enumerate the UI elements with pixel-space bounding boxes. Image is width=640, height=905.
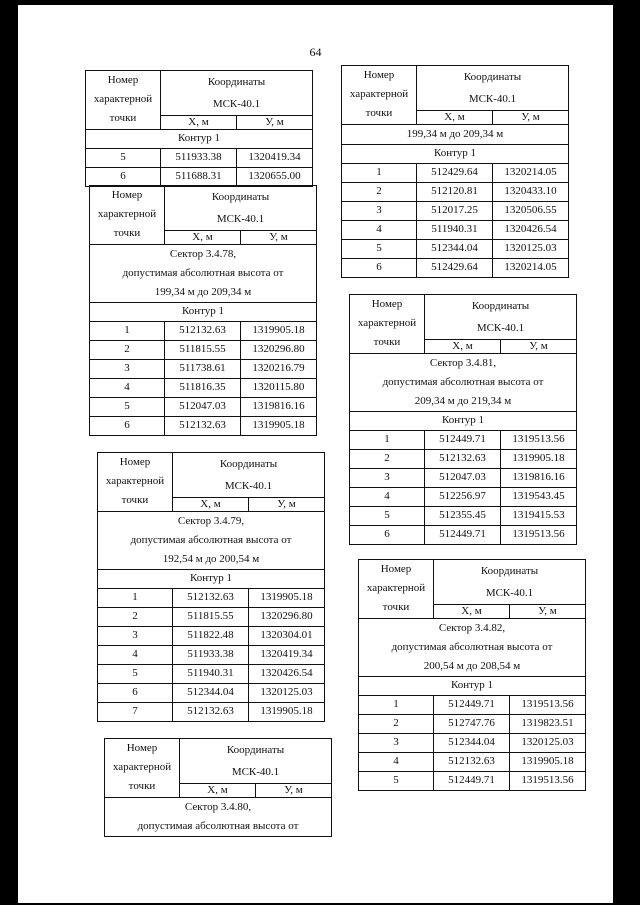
point-number: 2: [350, 449, 425, 468]
y-value: 1320296.80: [249, 607, 325, 626]
x-header: Х, м: [165, 231, 241, 245]
y-value: 1319905.18: [510, 752, 586, 771]
contour-label: Контур 1: [350, 411, 577, 430]
header-text: МСК-40.1: [212, 98, 261, 110]
y-value: 1319543.45: [501, 487, 577, 506]
x-header: Х, м: [425, 340, 501, 354]
sector-caption-line: Сектор 3.4.79,: [177, 514, 245, 527]
point-number: 2: [98, 607, 173, 626]
y-header: У, м: [256, 784, 332, 798]
coordinates-table-sector-3-4-80: [104, 738, 332, 837]
x-value: 511940.31: [417, 220, 493, 239]
sector-caption-line: Сектор 3.4.80,: [184, 800, 252, 813]
table-row: [359, 714, 586, 733]
header-text: Номер: [126, 742, 158, 755]
header-text: характерной: [349, 88, 409, 101]
sector-caption-line: допустимая абсолютная высота от: [382, 375, 544, 388]
x-value: 511688.31: [161, 167, 237, 186]
y-value: 1320426.54: [493, 220, 569, 239]
header-text: Номер: [119, 456, 151, 469]
header-text: Номер: [363, 69, 395, 82]
header-text: Координаты: [219, 458, 278, 470]
point-number: 6: [342, 258, 417, 277]
table-row: [90, 359, 317, 378]
y-header: У, м: [237, 116, 313, 130]
x-value: 512047.03: [165, 397, 241, 416]
x-header: Х, м: [161, 116, 237, 130]
header-text: точки: [373, 336, 401, 349]
y-value: 1320419.34: [249, 645, 325, 664]
header-text: Координаты: [226, 744, 285, 756]
point-number: 3: [342, 201, 417, 220]
table-row: [359, 752, 586, 771]
coordinates-header: [173, 453, 325, 498]
sector-caption: [359, 618, 586, 676]
point-number: 3: [359, 733, 434, 752]
table-row: [350, 487, 577, 506]
x-value: 511738.61: [165, 359, 241, 378]
x-value: 512449.71: [425, 430, 501, 449]
point-number: 1: [98, 588, 173, 607]
y-value: 1320433.10: [493, 182, 569, 201]
header-text: характерной: [112, 761, 172, 774]
table-row: [342, 182, 569, 201]
coordinates-table-sector-3-4-79: [97, 452, 325, 722]
table-row: [98, 702, 325, 721]
y-value: 1320214.05: [493, 163, 569, 182]
sector-caption: [105, 797, 332, 836]
point-number: 1: [359, 695, 434, 714]
y-value: 1319513.56: [501, 525, 577, 544]
y-value: 1320125.03: [249, 683, 325, 702]
header-text: МСК-40.1: [476, 322, 525, 334]
y-header: У, м: [501, 340, 577, 354]
point-number-header: [342, 66, 417, 125]
header-text: МСК-40.1: [485, 587, 534, 599]
header-text: точки: [113, 227, 141, 240]
point-number: 3: [98, 626, 173, 645]
contour-label: Контур 1: [90, 302, 317, 321]
table-row: [359, 695, 586, 714]
x-value: 511816.35: [165, 378, 241, 397]
coordinates-header: [180, 739, 332, 784]
header-text: МСК-40.1: [224, 480, 273, 492]
header-text: Номер: [380, 563, 412, 576]
x-header: Х, м: [417, 111, 493, 125]
y-value: 1319415.53: [501, 506, 577, 525]
sector-caption-line: 209,34 м до 219,34 м: [414, 394, 512, 407]
point-number: 6: [98, 683, 173, 702]
sector-caption: [98, 511, 325, 569]
header-text: МСК-40.1: [468, 93, 517, 105]
point-number: 6: [350, 525, 425, 544]
table-row: [359, 733, 586, 752]
table-row: [98, 645, 325, 664]
table-row: [86, 167, 313, 186]
point-number: 5: [342, 239, 417, 258]
y-value: 1319816.16: [501, 468, 577, 487]
point-number: 5: [359, 771, 434, 790]
coordinates-header: [434, 560, 586, 605]
point-number: 6: [90, 416, 165, 435]
sector-caption-line: Сектор 3.4.81,: [429, 356, 497, 369]
coordinates-table-sector-3-4-81: [349, 294, 577, 545]
y-value: 1320506.55: [493, 201, 569, 220]
y-value: 1320115.80: [241, 378, 317, 397]
table-row: [342, 220, 569, 239]
x-value: 512344.04: [434, 733, 510, 752]
header-text: Координаты: [480, 565, 539, 577]
table-row: [359, 771, 586, 790]
x-value: 512047.03: [425, 468, 501, 487]
point-number: 7: [98, 702, 173, 721]
sector-caption-line: допустимая абсолютная высота от: [130, 533, 292, 546]
coordinates-table-sector-3-4-78: [89, 185, 317, 436]
point-number: 4: [359, 752, 434, 771]
point-number: 2: [342, 182, 417, 201]
table-row: [350, 468, 577, 487]
x-value: 511815.55: [173, 607, 249, 626]
x-value: 512132.63: [425, 449, 501, 468]
y-value: 1319905.18: [501, 449, 577, 468]
point-number: 3: [350, 468, 425, 487]
table-row: [98, 626, 325, 645]
document-page: [18, 5, 613, 903]
sector-caption-line: допустимая абсолютная высота от: [137, 819, 299, 832]
header-text: Координаты: [207, 76, 266, 88]
y-value: 1319513.56: [510, 695, 586, 714]
y-value: 1319905.18: [249, 702, 325, 721]
header-text: Номер: [107, 74, 139, 87]
header-text: Номер: [371, 298, 403, 311]
x-value: 512449.71: [425, 525, 501, 544]
header-text: характерной: [97, 208, 157, 221]
contour-label: Контур 1: [98, 569, 325, 588]
table-row: [98, 588, 325, 607]
sector-caption-line: 199,34 м до 209,34 м: [406, 127, 504, 140]
point-number: 5: [90, 397, 165, 416]
sector-caption-line: допустимая абсолютная высота от: [122, 266, 284, 279]
y-value: 1320655.00: [237, 167, 313, 186]
y-value: 1320296.80: [241, 340, 317, 359]
x-value: 512256.97: [425, 487, 501, 506]
point-number-header: [359, 560, 434, 619]
x-value: 512132.63: [173, 588, 249, 607]
point-number: 4: [98, 645, 173, 664]
x-value: 512344.04: [173, 683, 249, 702]
sector-caption: [342, 124, 569, 144]
table-row: [90, 378, 317, 397]
y-header: У, м: [241, 231, 317, 245]
sector-caption: [90, 244, 317, 302]
sector-caption-line: 200,54 м до 208,54 м: [423, 659, 521, 672]
point-number: 4: [90, 378, 165, 397]
header-text: Координаты: [471, 300, 530, 312]
sector-caption-line: 199,34 м до 209,34 м: [154, 285, 252, 298]
point-number-header: [105, 739, 180, 798]
coordinates-header: [165, 186, 317, 231]
contour-label: Контур 1: [342, 144, 569, 163]
y-header: У, м: [249, 498, 325, 512]
x-value: 512449.71: [434, 695, 510, 714]
y-value: 1319513.56: [501, 430, 577, 449]
table-row: [342, 239, 569, 258]
point-number: 5: [86, 148, 161, 167]
x-value: 512429.64: [417, 258, 493, 277]
contour-label: Контур 1: [86, 129, 313, 148]
y-value: 1319905.18: [249, 588, 325, 607]
table-row: [342, 163, 569, 182]
contour-label: Контур 1: [359, 676, 586, 695]
x-value: 512449.71: [434, 771, 510, 790]
y-value: 1320125.03: [510, 733, 586, 752]
x-header: Х, м: [434, 605, 510, 619]
x-value: 511822.48: [173, 626, 249, 645]
point-number: 3: [90, 359, 165, 378]
x-header: Х, м: [173, 498, 249, 512]
header-text: характерной: [357, 317, 417, 330]
x-value: 511933.38: [161, 148, 237, 167]
y-value: 1320419.34: [237, 148, 313, 167]
point-number: 2: [359, 714, 434, 733]
coordinates-header: [161, 71, 313, 116]
y-value: 1319816.16: [241, 397, 317, 416]
x-value: 511815.55: [165, 340, 241, 359]
x-value: 512132.63: [165, 416, 241, 435]
point-number: 4: [350, 487, 425, 506]
x-value: 512132.63: [434, 752, 510, 771]
y-value: 1320216.79: [241, 359, 317, 378]
table-row: [350, 525, 577, 544]
coordinates-table-continued: [341, 65, 569, 278]
point-number: 2: [90, 340, 165, 359]
table-row: [90, 321, 317, 340]
point-number: 5: [350, 506, 425, 525]
header-text: Координаты: [463, 71, 522, 83]
point-number: 4: [342, 220, 417, 239]
coordinates-header: [417, 66, 569, 111]
y-value: 1319905.18: [241, 321, 317, 340]
y-value: 1320125.03: [493, 239, 569, 258]
x-value: 512132.63: [173, 702, 249, 721]
coordinates-header: [425, 295, 577, 340]
table-row: [98, 664, 325, 683]
table-row: [98, 683, 325, 702]
point-number: 1: [350, 430, 425, 449]
header-text: точки: [109, 112, 137, 125]
x-value: 512017.25: [417, 201, 493, 220]
header-text: точки: [365, 107, 393, 120]
header-text: характерной: [366, 582, 426, 595]
sector-caption: [350, 353, 577, 411]
table-row: [98, 607, 325, 626]
header-text: характерной: [105, 475, 165, 488]
x-value: 512747.76: [434, 714, 510, 733]
table-row: [342, 258, 569, 277]
point-number: 5: [98, 664, 173, 683]
y-value: 1320304.01: [249, 626, 325, 645]
y-value: 1320214.05: [493, 258, 569, 277]
point-number: 6: [86, 167, 161, 186]
y-value: 1319513.56: [510, 771, 586, 790]
header-text: точки: [121, 494, 149, 507]
header-text: Номер: [111, 189, 143, 202]
point-number: 1: [90, 321, 165, 340]
point-number-header: [98, 453, 173, 512]
sector-caption-line: Сектор 3.4.82,: [438, 621, 506, 634]
table-row: [90, 397, 317, 416]
x-value: 512132.63: [165, 321, 241, 340]
point-number: 1: [342, 163, 417, 182]
coordinates-table-sector-3-4-82: [358, 559, 586, 791]
header-text: точки: [382, 601, 410, 614]
table-row: [342, 201, 569, 220]
header-text: Координаты: [211, 191, 270, 203]
point-number-header: [90, 186, 165, 245]
x-header: Х, м: [180, 784, 256, 798]
header-text: МСК-40.1: [231, 766, 280, 778]
x-value: 512355.45: [425, 506, 501, 525]
page-number: 64: [309, 45, 322, 59]
header-text: МСК-40.1: [216, 213, 265, 225]
y-header: У, м: [493, 111, 569, 125]
sector-caption-line: 192,54 м до 200,54 м: [162, 552, 260, 565]
y-header: У, м: [510, 605, 586, 619]
table-row: [90, 340, 317, 359]
table-row: [350, 449, 577, 468]
x-value: 512344.04: [417, 239, 493, 258]
point-number-header: [350, 295, 425, 354]
x-value: 511940.31: [173, 664, 249, 683]
sector-caption-line: Сектор 3.4.78,: [169, 247, 237, 260]
table-row: [350, 430, 577, 449]
table-row: [86, 148, 313, 167]
x-value: 511933.38: [173, 645, 249, 664]
header-text: характерной: [93, 93, 153, 106]
x-value: 512120.81: [417, 182, 493, 201]
point-number-header: [86, 71, 161, 130]
coordinates-table-1: [85, 70, 313, 187]
header-text: точки: [128, 780, 156, 793]
table-row: [90, 416, 317, 435]
y-value: 1320426.54: [249, 664, 325, 683]
sector-caption-line: допустимая абсолютная высота от: [391, 640, 553, 653]
y-value: 1319823.51: [510, 714, 586, 733]
table-row: [350, 506, 577, 525]
y-value: 1319905.18: [241, 416, 317, 435]
x-value: 512429.64: [417, 163, 493, 182]
